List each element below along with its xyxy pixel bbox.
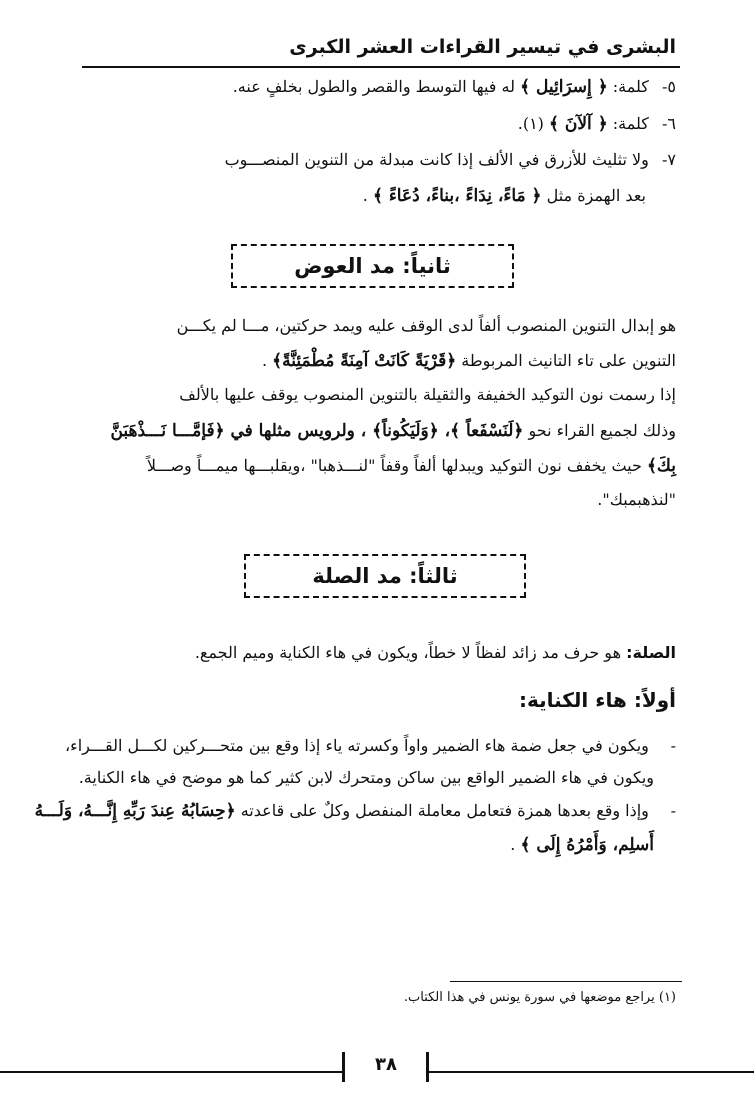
- punctuation: .: [261, 351, 268, 370]
- section-title: ثالثاً: مد الصلة: [312, 564, 458, 588]
- paragraph-text-rest: حيث يخفف نون التوكيد ويبدلها ألفاً وقفاً "لنـــذهبا" ،ويقلبـــها ميمـــاً وصـــلاً: [146, 456, 642, 475]
- item-7: [225, 150, 676, 171]
- subsection-line-4: [510, 834, 654, 856]
- paragraph-text: هو إبدال التنوين المنصوب ألفاً لدى الوقف عليه ويمد حركتين، مـــا لم يكـــن: [176, 316, 676, 335]
- paragraph-text: "لنذهبمبك".: [597, 490, 676, 509]
- subsection-line-2: [79, 768, 654, 789]
- item-number: ٥-: [662, 77, 676, 96]
- item-text: كلمة:: [612, 114, 649, 133]
- section2-line-2: [262, 350, 676, 372]
- footnote-ref: (١).: [517, 114, 544, 133]
- quran-verse: أَسلِم، وَأَمْرُهُ إِلَى ﴾: [520, 835, 654, 855]
- quran-word: ﴿ إِسرَائِيل ﴾: [520, 77, 608, 97]
- page-number: ٣٨: [375, 1054, 397, 1075]
- section-title-box: [231, 244, 514, 288]
- section2-line-3: [179, 385, 676, 406]
- item-text: كلمة:: [612, 77, 649, 96]
- item-6: [518, 113, 676, 135]
- definition-text: هو حرف مد زائد لفظاً لا خطاً، ويكون في هاء الكناية وميم الجمع.: [194, 643, 622, 662]
- punctuation: .: [362, 186, 368, 205]
- paragraph-text: ويكون في جعل ضمة هاء الضمير واواً وكسرته ياء إذا وقع بين متحـــركين لكـــل القـــراء،: [65, 736, 649, 755]
- footnote-rule: [450, 981, 682, 982]
- quran-verse: ﴿حِسَابُهُ عِندَ رَبِّهِ إِنَّـــهُ، وَلَـــهُ: [34, 801, 236, 821]
- section2-line-6: [597, 490, 676, 511]
- item-number: ٧-: [662, 150, 676, 169]
- footnote: (١) يراجع موضعها في سورة يونس في هذا الكتاب.: [403, 990, 676, 1005]
- quran-words: ﴿ مَاءً، نِدَاءً ،بناءً، دُعَاءً ﴾: [372, 186, 542, 206]
- paragraph-text: التنوين على تاء التانيث المربوطة: [456, 351, 676, 370]
- item-text-rest: له فيها التوسط والقصر والطول بخلفٍ عنه.: [232, 77, 515, 96]
- section-title-box: [244, 554, 526, 598]
- footer-rule-right: [428, 1071, 754, 1073]
- section2-line-5: [147, 455, 676, 477]
- section-title: ثانياً: مد العوض: [294, 254, 451, 278]
- item-text: بعد الهمزة مثل: [541, 186, 646, 205]
- section2-line-1: [177, 316, 676, 337]
- header-rule: [82, 66, 680, 68]
- item-number: ٦-: [662, 114, 676, 133]
- footer-rule-left: [0, 1071, 342, 1073]
- quran-verse: ﴿قَرْيَةً كَانَتْ آمِنَةً مُطْمَئِنَّةً﴾: [272, 351, 457, 371]
- definition-line: [195, 643, 676, 664]
- definition-term: الصلة:: [626, 643, 676, 662]
- paragraph-text: إذا رسمت نون التوكيد الخفيفة والثقيلة بالتنوين المنصوب يوقف عليها بالألف: [179, 385, 676, 404]
- quran-verse: ﴿لَنَسْفَعاً ﴾، ﴿وَلَيَكُوناً﴾ ، ولرويس مثلها في ﴿فَإمَّـــا نَـــذْهَبَنَّ: [110, 421, 524, 441]
- paragraph-text: ويكون في هاء الضمير الواقع بين ساكن ومتحرك لابن كثير كما هو موضح في هاء الكناية.: [78, 768, 654, 787]
- quran-word: ﴿ آلآنَ ﴾: [549, 114, 608, 134]
- subsection-heading: أولاً: هاء الكناية:: [518, 688, 676, 712]
- paragraph-text: وإذا وقع بعدها همزة فتعامل معاملة المنفصل وكلٌ على قاعدته: [235, 801, 649, 820]
- item-7-continued: [363, 185, 646, 207]
- section2-line-4: [110, 420, 676, 442]
- bullet-dash: -: [670, 801, 676, 820]
- bullet-dash: -: [670, 736, 676, 755]
- item-text: ولا تثليث للأزرق في الألف إذا كانت مبدلة من التنوين المنصـــوب: [224, 150, 649, 169]
- running-header: البشرى في تيسير القراءات العشر الكبرى: [289, 36, 676, 58]
- quran-verse: بِكَ﴾: [646, 456, 676, 476]
- subsection-line-3: [35, 800, 676, 822]
- paragraph-text: وذلك لجميع القراء نحو: [523, 421, 676, 440]
- item-5: [233, 76, 676, 98]
- subsection-line-1: [65, 736, 676, 757]
- punctuation: .: [510, 835, 516, 854]
